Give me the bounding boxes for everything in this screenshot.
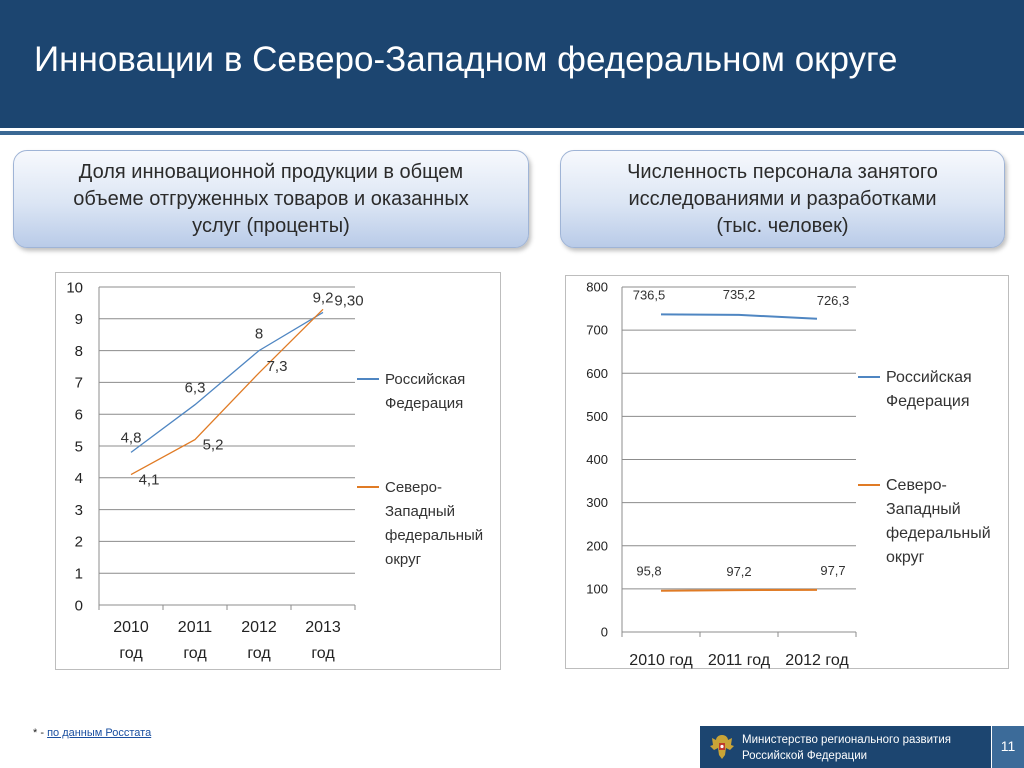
data-label: 4,1 — [138, 471, 160, 489]
y-tick-label: 0 — [600, 624, 608, 640]
legend-label: Северо- — [886, 477, 947, 494]
y-tick-label: 100 — [586, 581, 608, 597]
y-tick-label: 5 — [74, 438, 83, 456]
x-category-label: 2012 год — [785, 652, 849, 669]
footnote — [33, 727, 151, 739]
coat-of-arms-icon — [708, 732, 736, 762]
rnd-personnel-chart — [565, 275, 1009, 669]
legend-label: Западный — [886, 501, 961, 518]
data-label: 4,8 — [120, 429, 142, 447]
y-tick-label: 600 — [586, 365, 608, 381]
y-tick-label: 3 — [74, 501, 83, 519]
data-label: 7,3 — [266, 357, 288, 375]
x-category-label: 2011 — [177, 619, 213, 636]
y-tick-label: 400 — [586, 452, 608, 468]
y-tick-label: 4 — [74, 470, 83, 488]
legend-label: Западный — [385, 503, 456, 520]
x-category-label: 2013 — [305, 619, 341, 636]
y-tick-label: 8 — [74, 342, 83, 360]
x-category-label: 2012 — [241, 619, 277, 636]
ministry-line-1: Министерство регионального развития — [742, 734, 951, 746]
page-number-box — [992, 726, 1024, 768]
data-label: 6,3 — [184, 379, 206, 397]
y-tick-label: 7 — [74, 374, 83, 392]
y-tick-label: 300 — [586, 495, 608, 511]
data-label: 9,2 — [312, 289, 334, 307]
data-label: 735,2 — [722, 286, 756, 302]
legend-label: Российская — [886, 369, 972, 386]
y-tick-label: 6 — [74, 406, 83, 424]
data-label: 8 — [254, 325, 264, 343]
left-caption-line-2: объеме отгруженных товаров и оказанных — [73, 187, 469, 210]
legend-label: Северо- — [385, 479, 442, 496]
right-caption-line-2: исследованиями и разработками — [628, 187, 937, 210]
legend-label: округ — [385, 551, 422, 568]
x-category-label: год — [247, 645, 271, 662]
right-chart-caption — [560, 150, 1005, 248]
legend-label: Федерация — [385, 395, 464, 412]
page-number: 11 — [1000, 738, 1016, 754]
slide-title: Инновации в Северо-Западном федеральном округе — [34, 40, 898, 79]
data-label: 726,3 — [816, 292, 850, 308]
x-category-label: 2011 год — [707, 652, 771, 669]
y-tick-label: 200 — [586, 538, 608, 554]
x-category-label: год — [119, 645, 143, 662]
y-tick-label: 10 — [66, 279, 83, 297]
ministry-banner — [700, 726, 991, 768]
y-tick-label: 500 — [586, 408, 608, 424]
chart-frame — [56, 273, 501, 670]
title-bar — [0, 0, 1024, 131]
x-category-label: 2010 — [113, 619, 149, 636]
y-tick-label: 2 — [74, 533, 83, 551]
x-category-label: год — [183, 645, 207, 662]
innovation-share-chart — [55, 272, 501, 670]
series-line — [661, 590, 817, 591]
left-caption-line-1: Доля инновационной продукции в общем — [78, 160, 464, 183]
x-category-label: год — [311, 645, 335, 662]
legend-label: Российская — [385, 371, 466, 388]
left-caption-line-3: услуг (проценты) — [192, 214, 350, 237]
y-tick-label: 800 — [586, 279, 608, 295]
data-label: 5,2 — [202, 436, 224, 454]
footnote-prefix: * - — [33, 727, 48, 739]
rosstat-link[interactable]: по данным Росстата — [47, 727, 152, 739]
left-chart-caption — [13, 150, 529, 248]
y-tick-label: 1 — [74, 565, 83, 583]
ministry-line-2: Российской Федерации — [742, 750, 868, 762]
data-label: 736,5 — [632, 287, 666, 303]
x-category-label: 2010 год — [629, 652, 693, 669]
legend-label: Федерация — [886, 393, 970, 410]
data-label: 97,2 — [726, 564, 752, 580]
legend-label: федеральный — [385, 527, 484, 544]
chart-frame — [566, 276, 1009, 669]
y-tick-label: 0 — [74, 597, 83, 615]
y-tick-label: 9 — [74, 311, 83, 329]
data-label: 95,8 — [636, 563, 662, 579]
data-label: 97,7 — [820, 562, 846, 578]
right-caption-line-3: (тыс. человек) — [716, 214, 849, 237]
legend-label: федеральный — [886, 525, 991, 542]
right-caption-line-1: Численность персонала занятого — [627, 160, 938, 183]
y-tick-label: 700 — [586, 322, 608, 338]
legend-label: округ — [886, 549, 925, 566]
data-label: 9,30 — [334, 292, 364, 310]
